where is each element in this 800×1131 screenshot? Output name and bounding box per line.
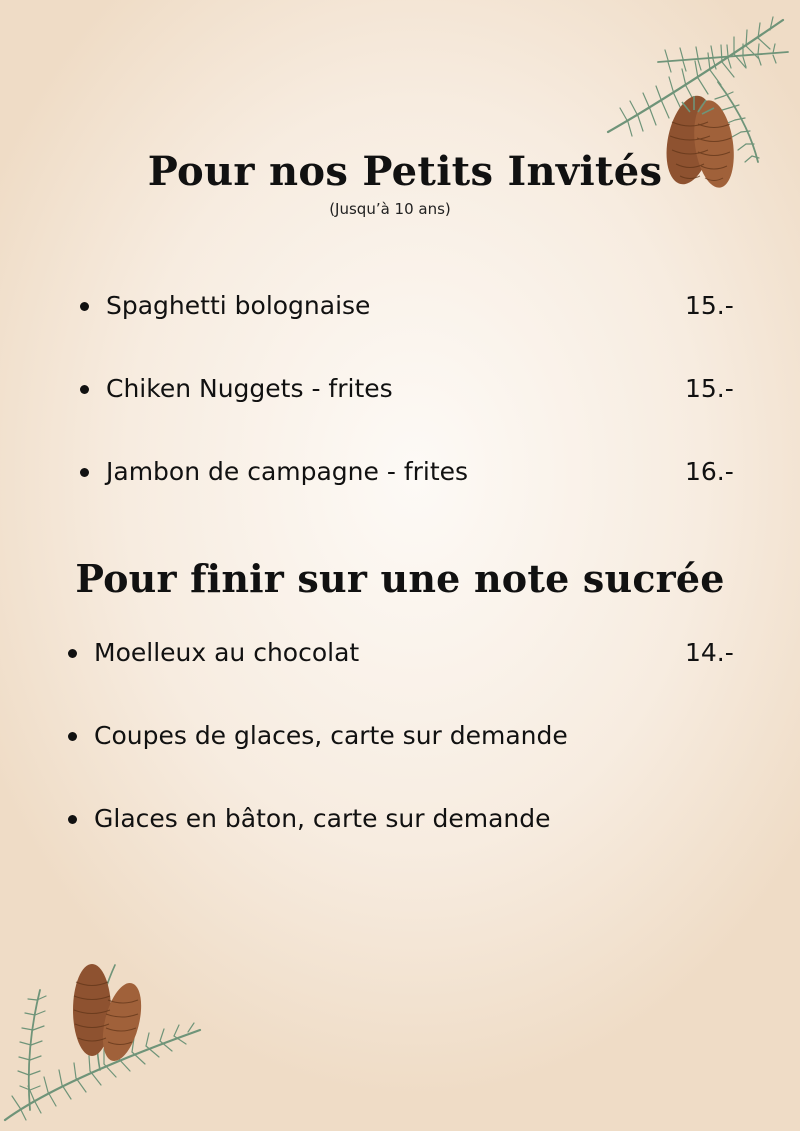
- menu-item-row: [68, 637, 678, 669]
- menu-item-price: 15.-: [685, 291, 734, 320]
- pine-cone-icon: [73, 964, 148, 1065]
- bullet-icon: [68, 732, 77, 741]
- kids-section-subtitle: (Jusqu’à 10 ans): [329, 200, 451, 218]
- menu-item-row: [80, 290, 660, 322]
- menu-item-row: [68, 720, 678, 752]
- bullet-icon: [68, 815, 77, 824]
- menu-item-row: [80, 373, 660, 405]
- menu-item-price: 15.-: [685, 374, 734, 403]
- menu-item-price: 14.-: [685, 638, 734, 667]
- menu-item-label: Spaghetti bolognaise: [106, 291, 371, 320]
- pine-branch-bottom-icon: [0, 960, 210, 1131]
- menu-item-label: Moelleux au chocolat: [94, 638, 360, 667]
- menu-item-row: [68, 803, 678, 835]
- bullet-icon: [80, 385, 89, 394]
- menu-item-price: 16.-: [685, 457, 734, 486]
- kids-section-title: Pour nos Petits Invités: [147, 148, 663, 195]
- bullet-icon: [68, 649, 77, 658]
- menu-item-label: Chiken Nuggets - frites: [106, 374, 393, 403]
- menu-item-row: [80, 456, 660, 488]
- dessert-section-title: Pour finir sur une note sucrée: [75, 556, 725, 601]
- menu-item-label: Glaces en bâton, carte sur demande: [94, 804, 551, 833]
- bullet-icon: [80, 468, 89, 477]
- menu-item-label: Jambon de campagne - frites: [106, 457, 469, 486]
- bullet-icon: [80, 302, 89, 311]
- menu-item-label: Coupes de glaces, carte sur demande: [94, 721, 568, 750]
